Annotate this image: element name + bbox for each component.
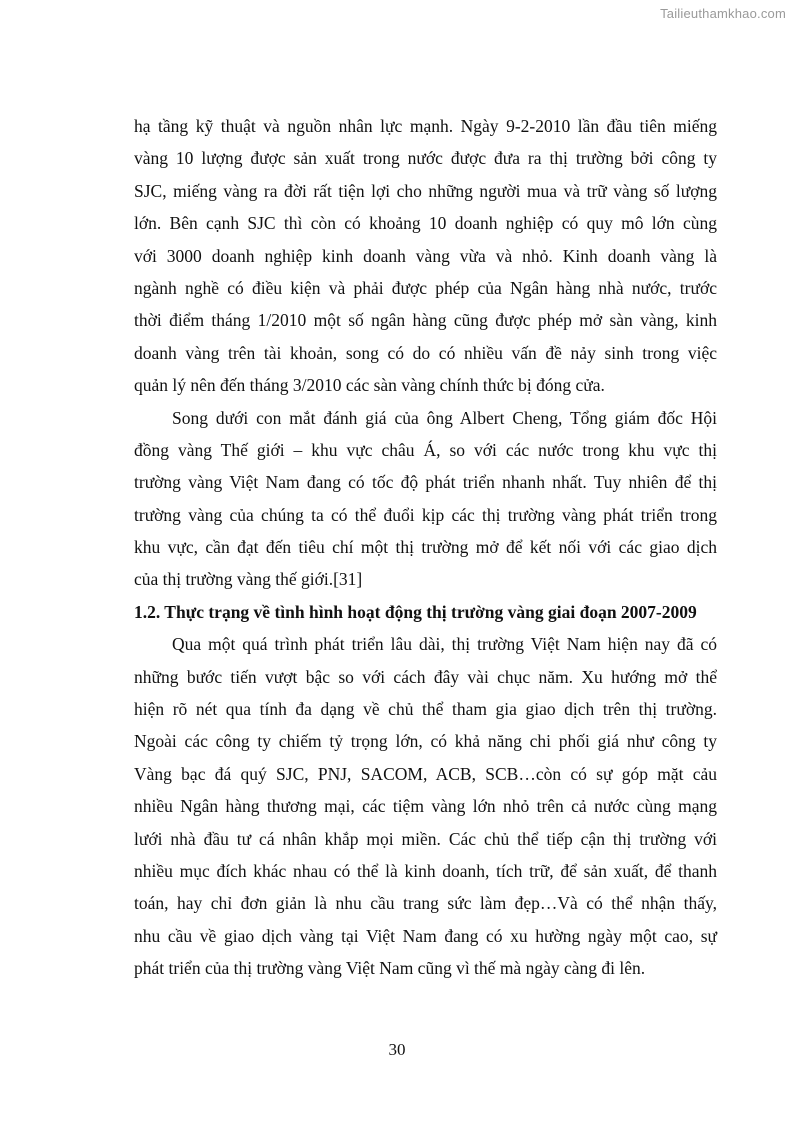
text-line: nhu cầu về giao dịch vàng tại Việt Nam đang có xu hường ngày một cao, sự [134,925,717,946]
text-line: vàng 10 lượng được sản xuất trong nước được đưa ra thị trường bởi công ty [134,148,717,169]
text-line: SJC, miếng vàng ra đời rất tiện lợi cho những người mua và trữ vàng số lượng [134,180,717,201]
watermark-text: Tailieuthamkhao.com [660,6,786,21]
text-line: nhiều mục đích khác nhau có thể là kinh doanh, tích trữ, để sản xuất, để thanh [134,860,717,881]
page-number: 30 [388,1040,406,1059]
text-line: hạ tầng kỹ thuật và nguồn nhân lực mạnh. Ngày 9-2-2010 lần đầu tiên miếng [134,116,717,136]
text-line: Vàng bạc đá quý SJC, PNJ, SACOM, ACB, SCB…còn có sự góp mặt cảu [134,763,717,784]
text-line: của thị trường vàng thế giới.[31] [134,569,363,590]
paragraph-3 [134,628,717,984]
text-line: Ngoài các công ty chiếm tỷ trọng lớn, có khả năng chi phối giá như công ty [134,731,717,752]
text-line: doanh vàng trên tài khoản, song có do có nhiều vấn đề nảy sinh trong việc [134,342,717,363]
text-line: lưới nhà đầu tư cá nhân khắp mọi miền. Các chủ thể tiếp cận thị trường với [134,828,717,849]
text-line: hiện rõ nét qua tính đa dạng về chủ thể tham gia giao dịch trên thị trường. [134,699,717,720]
text-line: thời điểm tháng 1/2010 một số ngân hàng cũng được phép mở sàn vàng, kinh [134,310,717,331]
text-line: trường vàng của chúng ta có thể đuổi kịp các thị trường vàng phát triển trong [134,504,717,525]
text-line: những bước tiến vượt bậc so với cách đây vài chục năm. Xu hướng mở thể [134,666,717,687]
text-line: Qua một quá trình phát triển lâu dài, thị trường Việt Nam hiện nay đã có [172,634,717,655]
text-line: khu vực, cần đạt đến tiêu chí một thị trường mở để kết nối với các giao dịch [134,537,717,558]
paragraph-2 [134,402,717,596]
document-body [134,110,717,985]
text-line: phát triển của thị trường vàng Việt Nam cũng vì thế mà ngày càng đi lên. [134,958,646,979]
text-line: đồng vàng Thế giới – khu vực châu Á, so với các nước trong khu vực thị [134,439,717,460]
text-line: lớn. Bên cạnh SJC thì còn có khoảng 10 doanh nghiệp có quy mô lớn cùng [134,213,717,234]
text-line: nhiều Ngân hàng thương mại, các tiệm vàng lớn nhỏ trên cả nước cùng mạng [134,796,717,817]
text-line: ngành nghề có điều kiện và phải được phép của Ngân hàng nhà nước, trước [134,277,717,298]
text-line: trường vàng Việt Nam đang có tốc độ phát triển nhanh nhất. Tuy nhiên để thị [134,472,717,493]
text-line: quản lý nên đến tháng 3/2010 các sàn vàng chính thức bị đóng cửa. [134,375,605,396]
section-heading: 1.2. Thực trạng về tình hình hoạt động thị trường vàng giai đoạn 2007-2009 [134,601,697,622]
text-line: toán, hay chỉ đơn giản là nhu cầu trang sức làm đẹp…Và có thể nhận thấy, [134,893,717,914]
paragraph-1 [134,110,717,402]
text-line: với 3000 doanh nghiệp kinh doanh vàng vừa và nhỏ. Kinh doanh vàng là [134,245,717,266]
text-line: Song dưới con mắt đánh giá của ông Albert Cheng, Tổng giám đốc Hội [172,407,717,428]
